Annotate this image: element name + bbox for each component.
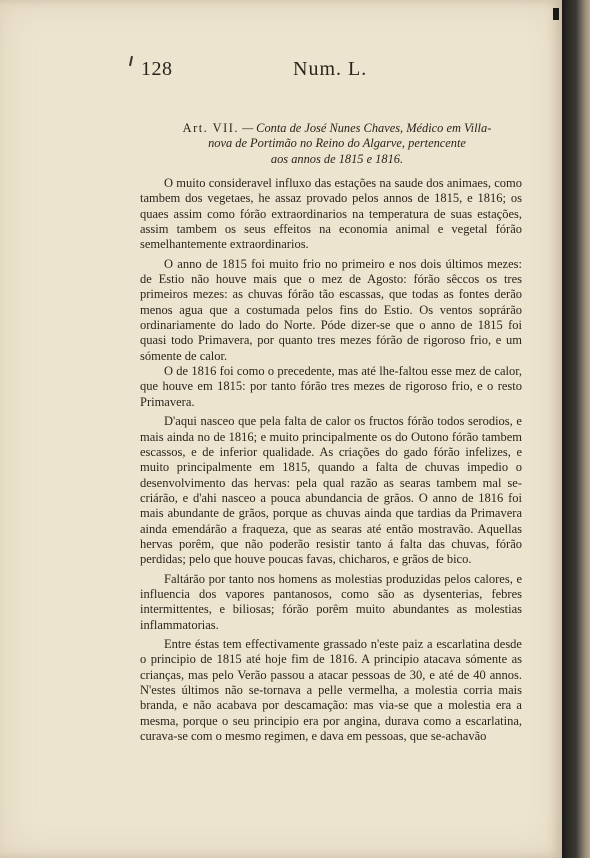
article-body [140, 176, 522, 744]
article-title-line-3: aos annos de 1815 e 1816. [270, 151, 404, 166]
paragraph: Entre éstas tem effectivamente grassado n'este paiz a escarlatina desde o principio de 1815 até hoje fim de 1816. A principio atacava sómente as crianças, mas pelo Verão passou a atacar pessoas de 30, e até de 40 annos. N'estes últimos não se-tornava a pelle vermelha, a molestia corria mais branda, e não acabava por descamação: mas via-se que a molestia era a mesma, porque o seu principio era por angina, durava como a escarlatina, curava-se com o mesmo regimen, e dava em pessoas, que se-achavão [140, 636, 522, 744]
paragraph: D'aqui nasceo que pela falta de calor os fructos fórão todos serodios, e mais ainda no de 1816; e muito principalmente os do Outono fórão tambem escassos, e de inferior qualidade. As criações do gado fórão infelizes, e muito principalmente em 1815, quando a falta de chuvas impedio o desenvolvimento das hervas: pela qual razão as searas tambem mal se-criárão, e d'ahi nasceo a pouca abundancia de grãos. O anno de 1816 foi mais abundante de grãos, porque as chuvas ainda que tardias da Primavera ainda emendárão a fraqueza, que as searas até então mostravão. Aquellas hervas porêm, que não poderão resistir tanto á falta das chuvas, fórão perdidas; pelo que houve poucas favas, chicharos, e grãos de bico. [140, 414, 522, 567]
page-number: 128 [141, 58, 173, 80]
page-corner-mark [553, 8, 559, 20]
page-header [141, 58, 521, 84]
paragraph: O muito consideravel influxo das estações na saude dos animaes, como tambem dos vegetaes, he assaz provado pelos annos de 1815, e 1816; os quaes assim como fórão extraordinarios na temperatura de suas estações, assim tambem os seus effeitos na economia animal e vegetal fórão semelhantemente extraordinarios. [140, 176, 522, 252]
paragraph: Faltárão por tanto nos homens as molestias produzidas pelos calores, e influencia dos vapores pantanosos, como são as dysenterias, febres intermittentes, e biliosas; fórão porêm muito abundantes as molestias inflammatorias. [140, 571, 522, 632]
ink-mark [129, 56, 133, 66]
article-title-line-1 [147, 121, 527, 136]
running-head: Num. L. [293, 58, 368, 80]
article-title-text-1: — Conta de José Nunes Chaves, Médico em Villa- [242, 121, 492, 135]
article-label: Art. VII. [182, 121, 239, 135]
book-gutter [562, 0, 590, 858]
article-title [147, 121, 527, 167]
paragraph: O anno de 1815 foi muito frio no primeiro e nos dois últimos mezes: de Estio não houve mais que o mez de Agosto: fórão sêccos os tres primeiros mezes: as chuvas fórão tão escassas, que todas as fontes derão menos agua que a costumada pelos fins do Estio. Os ventos soprárão ordinariamente do lado do Norte. Póde dizer-se que o anno de 1815 foi quasi todo Primavera, por quanto tres mezes fórão de rigoroso frio, e um sómente de calor. [140, 256, 522, 363]
paragraph: O de 1816 foi como o precedente, mas até lhe-faltou esse mez de calor, que houve em 1815: por tanto fórão tres mezes de rigoroso frio, e o resto Primavera. [140, 364, 522, 409]
article-title-line-2: nova de Portimão no Reino do Algarve, pertencente [208, 136, 466, 151]
